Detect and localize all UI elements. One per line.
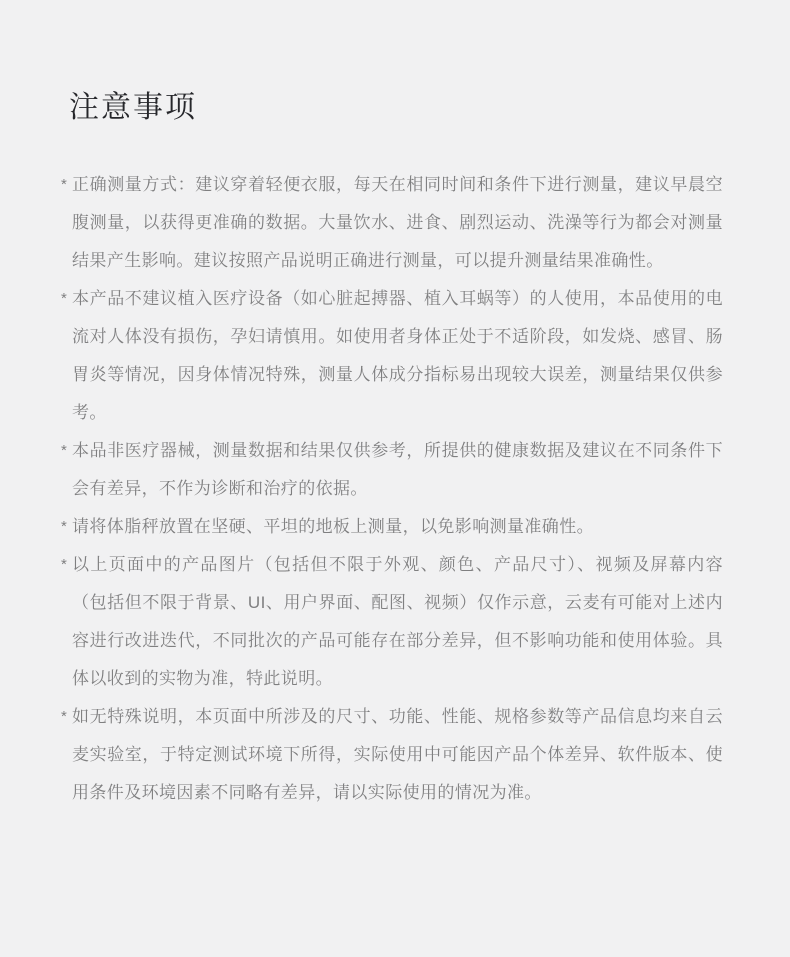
- asterisk-marker: *: [61, 290, 67, 307]
- note-text: 以上页面中的产品图片（包括但不限于外观、颜色、产品尺寸）、视频及屏幕内容（包括但不限于背景、UI、用户界面、配图、视频）仅作示意，云麦有可能对上述内容进行改进迭代，不同批次的产品可能存在部分差异，但不影响功能和使用体验。具体以收到的实物为准，特此说明。: [72, 555, 723, 688]
- asterisk-marker: *: [61, 518, 67, 535]
- note-text: 请将体脂秤放置在坚硬、平坦的地板上测量，以免影响测量准确性。: [72, 517, 594, 536]
- page-title: 注意事项: [69, 91, 197, 124]
- note-item: [61, 698, 723, 812]
- note-text: 如无特殊说明，本页面中所涉及的尺寸、功能、性能、规格参数等产品信息均来自云麦实验室，于特定测试环境下所得，实际使用中可能因产品个体差异、软件版本、使用条件及环境因素不同略有差异，请以实际使用的情况为准。: [72, 707, 723, 802]
- note-item: [61, 432, 723, 508]
- note-item: [61, 508, 723, 546]
- note-text: 本品非医疗器械，测量数据和结果仅供参考，所提供的健康数据及建议在不同条件下会有差异，不作为诊断和治疗的依据。: [72, 441, 723, 498]
- asterisk-marker: *: [61, 442, 67, 459]
- asterisk-marker: *: [61, 708, 67, 725]
- note-text: 本产品不建议植入医疗设备（如心脏起搏器、植入耳蜗等）的人使用，本品使用的电流对人体没有损伤，孕妇请慎用。如使用者身体正处于不适阶段，如发烧、感冒、肠胃炎等情况，因身体情况特殊，测量人体成分指标易出现较大误差，测量结果仅供参考。: [72, 289, 723, 422]
- note-text: 正确测量方式：建议穿着轻便衣服，每天在相同时间和条件下进行测量，建议早晨空腹测量，以获得更准确的数据。大量饮水、进食、剧烈运动、洗澡等行为都会对测量结果产生影响。建议按照产品说明正确进行测量，可以提升测量结果准确性。: [72, 175, 723, 270]
- notes-list: [61, 166, 723, 812]
- note-item: [61, 280, 723, 432]
- note-item: [61, 546, 723, 698]
- asterisk-marker: *: [61, 176, 67, 193]
- note-item: [61, 166, 723, 280]
- asterisk-marker: *: [61, 556, 67, 573]
